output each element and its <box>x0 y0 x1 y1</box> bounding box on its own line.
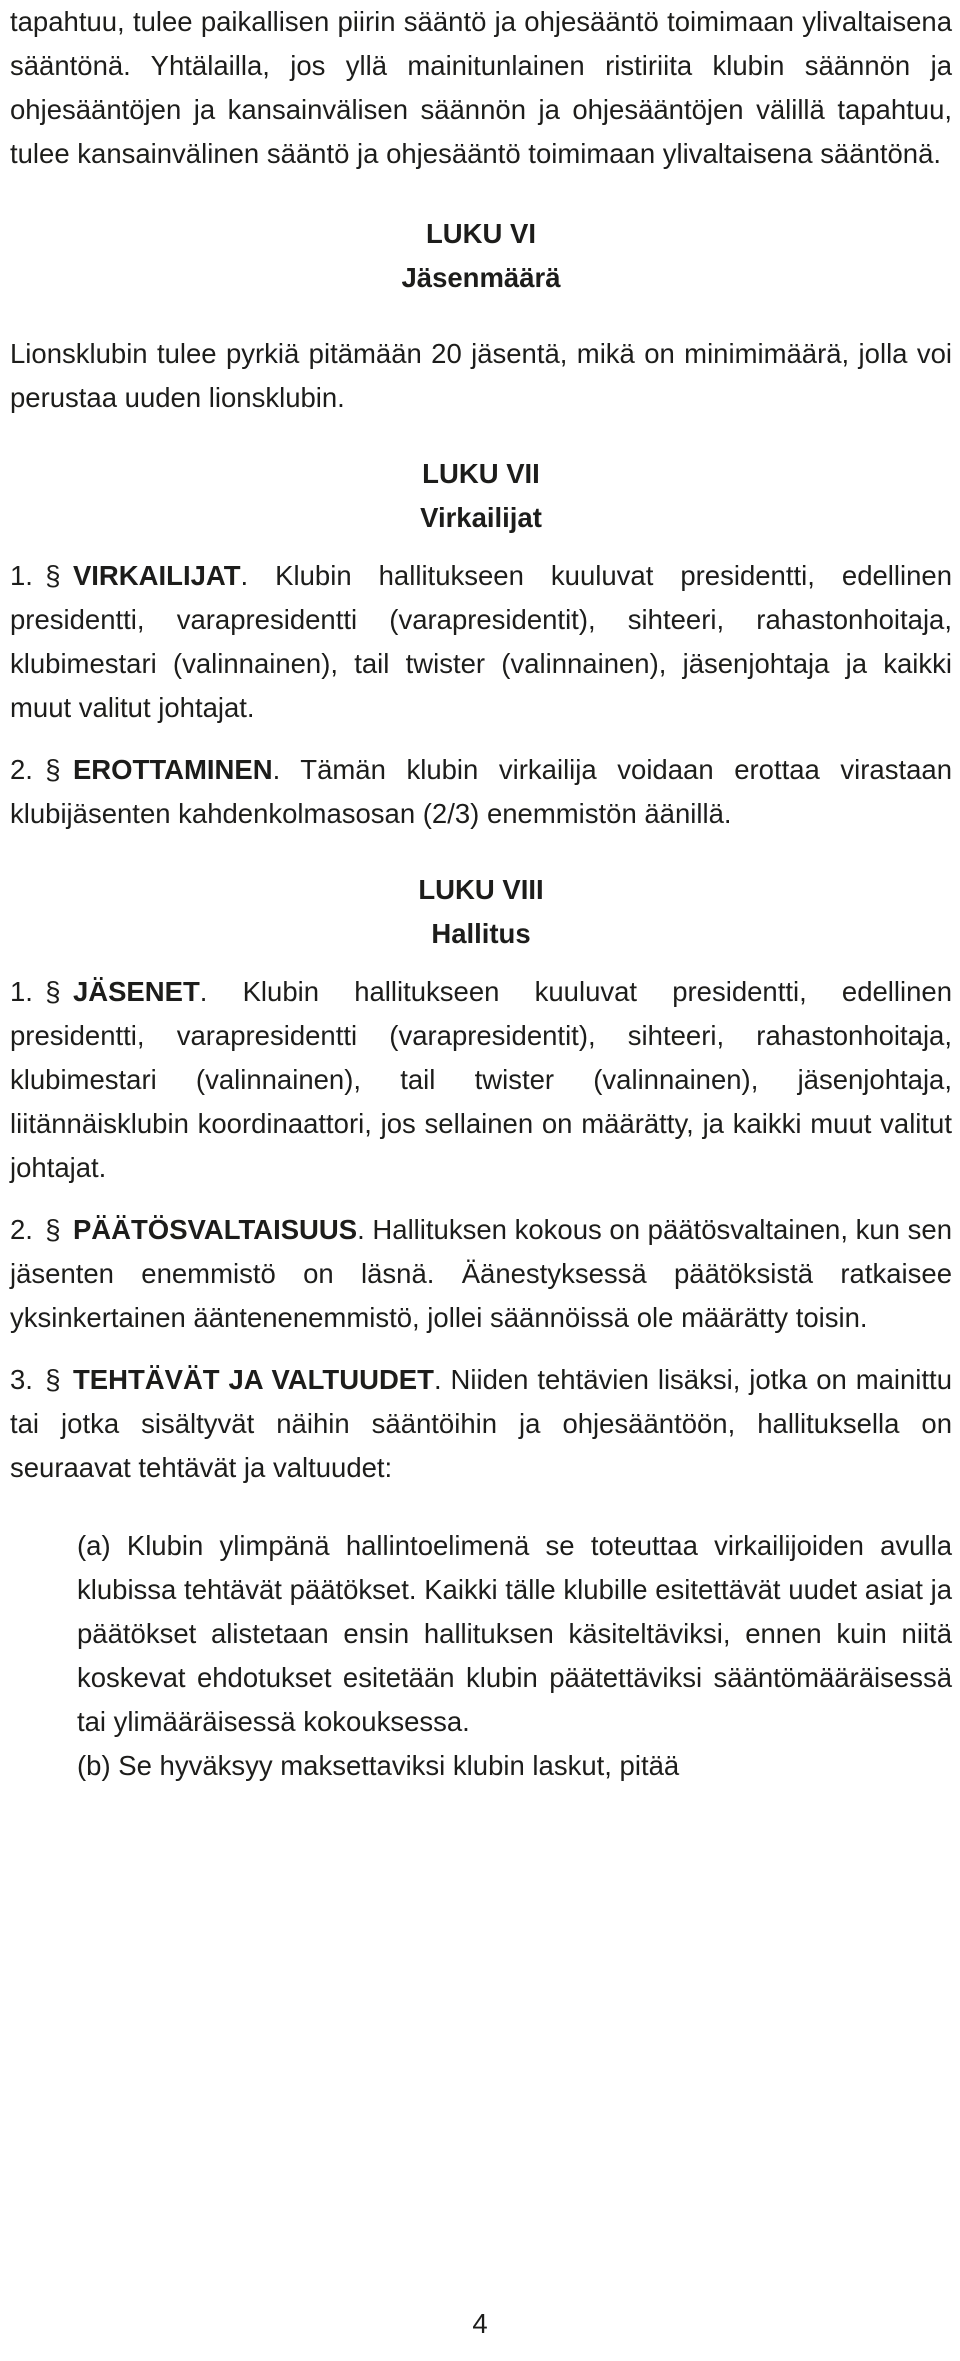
intro-paragraph: tapahtuu, tulee paikallisen piirin sääntö ja ohjesääntö toimimaan ylivaltaisena sääntönä. Yhtälailla, jos yllä mainitunlainen ristiriita klubin säännön ja ohjesääntöjen ja kansainvälisen säännön ja ohjesääntöjen välillä tapahtuu, tulee kansainvälinen sääntö ja ohjesääntö toimimaan ylivaltaisena sääntönä. <box>10 6 952 169</box>
section-title: EROTTAMINEN <box>72 754 273 785</box>
chapter-number: LUKU VI <box>426 218 536 249</box>
section-number: 2. <box>10 1214 33 1245</box>
section-title: JÄSENET <box>72 976 200 1007</box>
chapter-title: Hallitus <box>431 918 531 949</box>
subitem-a: (a) Klubin ylimpänä hallintoelimenä se toteuttaa virkailijoiden avulla klubissa tehtävät päätökset. Kaikki tälle klubille esitettävät uudet asiat ja päätökset alistetaan ensin hallituksen käsiteltäviksi, ennen kuin niitä koskevat ehdotukset esitetään klubin päätettäviksi sääntömääräisessä tai ylimääräisessä kokouksessa. <box>77 1530 952 1737</box>
section-title: VIRKAILIJAT <box>72 560 241 591</box>
document-page <box>10 0 952 1788</box>
section-sign-icon: § <box>45 976 61 1007</box>
section-title: TEHTÄVÄT JA VALTUUDET <box>72 1364 434 1395</box>
section-text: . Tämän klubin virkailija voidaan erottaa virastaan klubijäsenten kahdenkolmasosan (2/3) enemmistön äänillä. <box>10 754 952 829</box>
section-officers <box>10 554 952 730</box>
section-title: PÄÄTÖSVALTAISUUS <box>72 1214 358 1245</box>
section-sign-icon: § <box>45 1364 61 1395</box>
chapter-number: LUKU VII <box>422 458 540 489</box>
section-text: . Niiden tehtävien lisäksi, jotka on mainittu tai jotka sisältyvät näihin sääntöihin ja ohjesääntöön, hallituksella on seuraavat tehtävät ja valtuudet: <box>10 1364 952 1483</box>
section-text: . Hallituksen kokous on päätösvaltainen, kun sen jäsenten enemmistö on läsnä. Äänestyksessä päätöksistä ratkaisee yksinkertainen ääntenenemmistö, jollei säännöissä ole määrätty toisin. <box>10 1214 952 1333</box>
section-members <box>10 970 952 1190</box>
section-number: 1. <box>10 560 33 591</box>
section-duties <box>10 1358 952 1490</box>
page-number: 4 <box>472 2308 488 2339</box>
chapter-title: Jäsenmäärä <box>401 262 561 293</box>
section-text: . Klubin hallitukseen kuuluvat presidentti, edellinen presidentti, varapresidentti (varapresidentit), sihteeri, rahastonhoitaja, klubimestari (valinnainen), tail twister (valinnainen), jäsenjohtaja, liitännäisklubin koordinaattori, jos sellainen on määrätty, ja kaikki muut valitut johtajat. <box>10 976 952 1183</box>
chapter-heading-viii <box>10 868 952 956</box>
section-text: . Klubin hallitukseen kuuluvat presidentti, edellinen presidentti, varapresidentti (varapresidentit), sihteeri, rahastonhoitaja, klubimestari (valinnainen), tail twister (valinnainen), jäsenjohtaja ja kaikki muut valitut johtajat. <box>10 560 952 723</box>
section-number: 1. <box>10 976 33 1007</box>
chapter-vi-text: Lionsklubin tulee pyrkiä pitämään 20 jäsentä, mikä on minimimäärä, jolla voi perustaa uuden lionsklubin. <box>10 338 952 413</box>
section-number: 3. <box>10 1364 33 1395</box>
section-quorum <box>10 1208 952 1340</box>
section-removal <box>10 748 952 836</box>
chapter-heading-vi <box>10 212 952 300</box>
chapter-number: LUKU VIII <box>418 874 544 905</box>
section-sign-icon: § <box>45 754 61 785</box>
section-sign-icon: § <box>45 1214 61 1245</box>
section-number: 2. <box>10 754 33 785</box>
chapter-heading-vii <box>10 452 952 540</box>
chapter-title: Virkailijat <box>420 502 542 533</box>
section-sign-icon: § <box>45 560 61 591</box>
subitem-b: (b) Se hyväksyy maksettaviksi klubin laskut, pitää <box>77 1750 680 1781</box>
